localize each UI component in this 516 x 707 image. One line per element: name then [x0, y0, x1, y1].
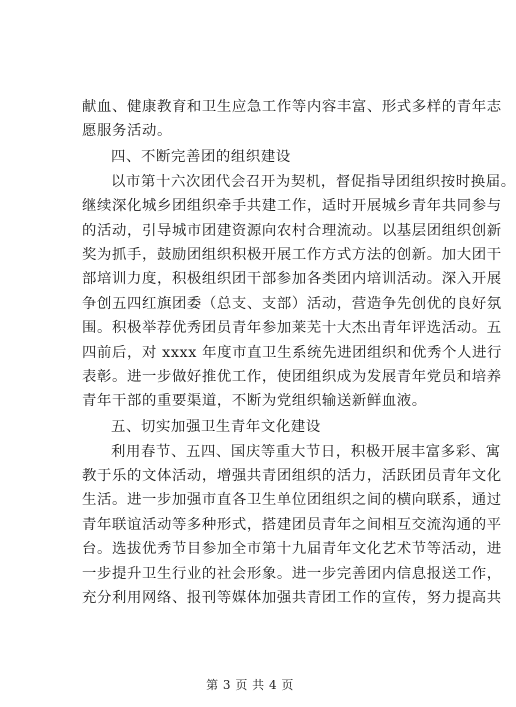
paragraph-line: 一步提升卫生行业的社会形象。进一步完善团内信息报送工作， [82, 565, 502, 582]
paragraph-first-line: 以市第十六次团代会召开为契机，督促指导团组织按时换届。 [111, 173, 516, 190]
section-heading: 五、切实加强卫生青年文化建设 [111, 418, 321, 435]
paragraph-line: 继续深化城乡团组织牵手共建工作，适时开展城乡青年共同参与 [82, 198, 502, 215]
paragraph-line: 教于乐的文体活动，增强共青团组织的活力，活跃团员青年文化 [82, 468, 502, 485]
paragraph-last-line: 青年干部的重要渠道，不断为党组织输送新鲜血液。 [82, 393, 427, 410]
paragraph-line: 生活。进一步加强市直各卫生单位团组织之间的横向联系，通过 [82, 492, 502, 509]
paragraph-line: 献血、健康教育和卫生应急工作等内容丰富、形式多样的青年志 [82, 99, 502, 115]
paragraph-last-line: 愿服务活动。 [82, 123, 172, 140]
paragraph-line: 部培训力度，积极组织团干部参加各类团内培训活动。深入开展 [82, 271, 502, 288]
paragraph-line: 充分利用网络、报刊等媒体加强共青团工作的宣传，努力提高共 [82, 590, 502, 607]
paragraph-first-line: 利用春节、五四、国庆等重大节日，积极开展丰富多彩、寓 [111, 443, 501, 460]
paragraph-line: 争创五四红旗团委（总支、支部）活动，营造争先创优的良好氛 [82, 295, 502, 312]
paragraph-line: 表彰。进一步做好推优工作，使团组织成为发展青年党员和培养 [82, 368, 502, 385]
paragraph-line: 青年联谊活动等多种形式，搭建团员青年之间相互交流沟通的平 [82, 516, 502, 533]
paragraph-line: 围。积极举荐优秀团员青年参加莱芜十大杰出青年评选活动。五 [82, 320, 502, 337]
paragraph-line: 台。选拔优秀节目参加全市第十九届青年文化艺术节等活动，进 [82, 541, 502, 558]
paragraph-line: 四前后，对 xxxx 年度市直卫生系统先进团组织和优秀个人进行 [82, 344, 502, 361]
paragraph-line: 的活动，引导城市团建资源向农村合理流动。以基层团组织创新 [82, 222, 502, 239]
section-heading: 四、不断完善团的组织建设 [111, 148, 291, 165]
page-footer: 第 3 页 共 4 页 [206, 678, 294, 692]
paragraph-line: 奖为抓手，鼓励团组织积极开展工作方式方法的创新。加大团干 [82, 246, 502, 263]
document-body [82, 95, 516, 610]
